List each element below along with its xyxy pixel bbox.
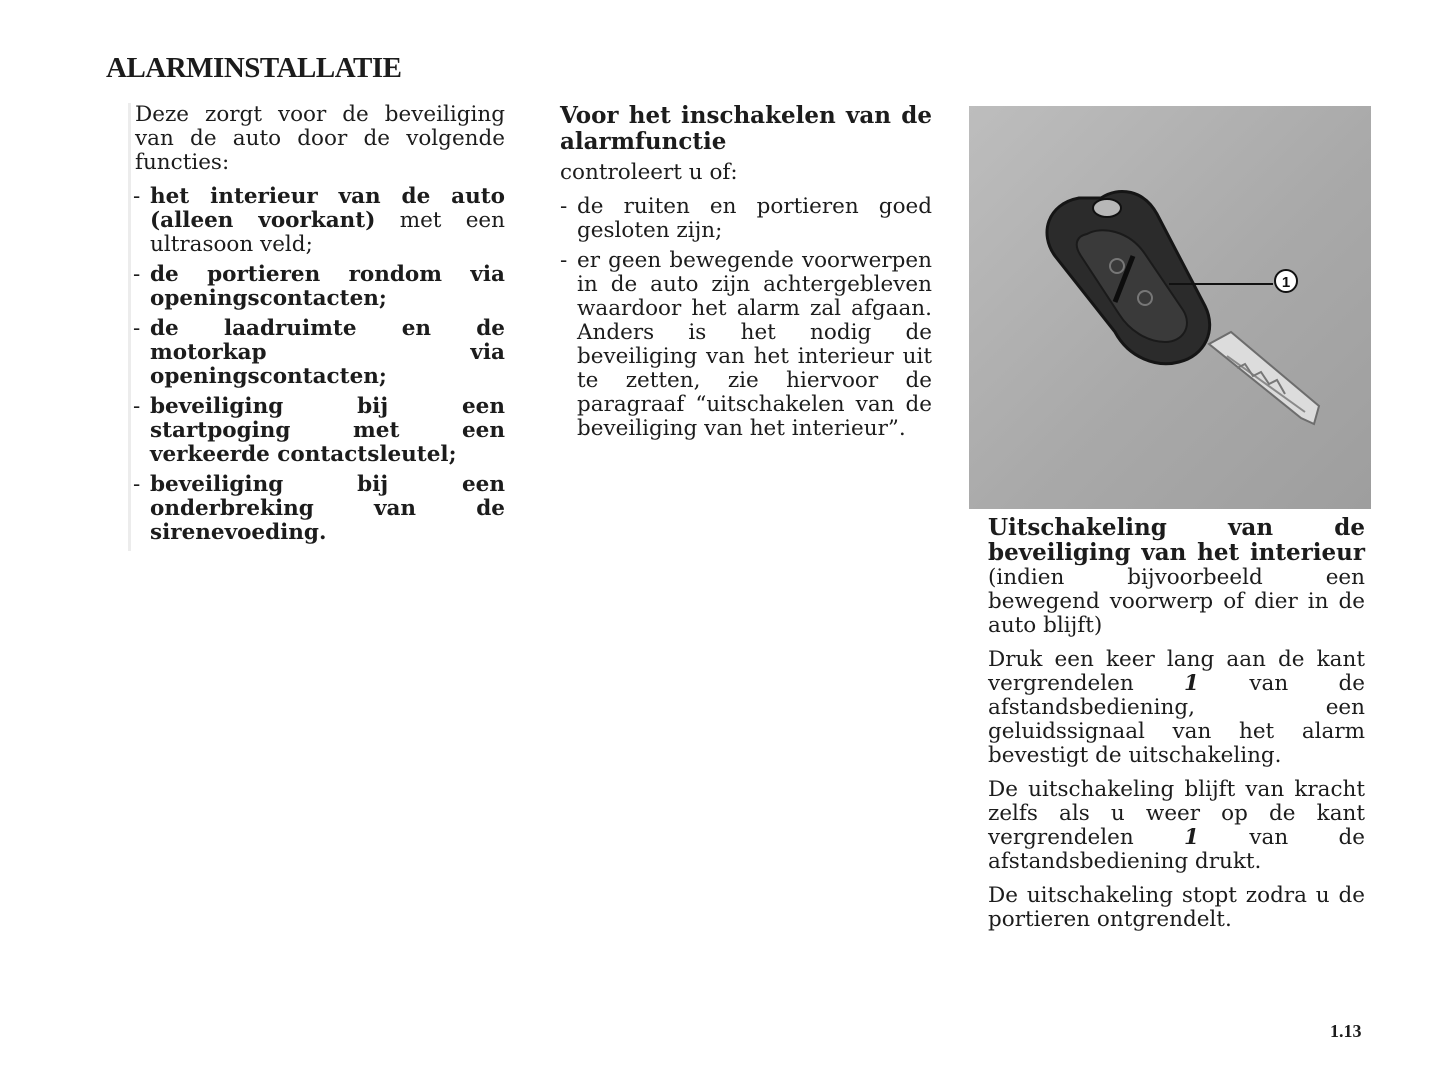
remote-key-photo: [969, 106, 1371, 509]
paragraph: De uitschakeling stopt zodra u de portieren ontgrendelt.: [988, 883, 1365, 932]
list-item: - er geen bewegende voorwerpen in de auto zijn achtergebleven waardoor het alarm zal afgaan. Anders is het nodig de beveiliging van het interieur uit te zetten, zie hiervoor de paragraaf “uitschakelen van de beveiliging van het interieur”.: [560, 248, 932, 441]
list-item: - beveiliging bij een startpoging met een verkeerde contactsleutel;: [133, 394, 505, 467]
column-deactivation: [988, 516, 1365, 942]
intro-text: Deze zorgt voor de beveiliging van de auto door de volgende functies:: [135, 102, 505, 175]
intro-text: controleert u of:: [560, 160, 738, 185]
list-item: - beveiliging bij een onderbreking van de sirenevoeding.: [133, 472, 505, 545]
list-item: - de ruiten en portieren goed gesloten zijn;: [560, 194, 932, 243]
page-number: 1.13: [1330, 1021, 1362, 1041]
column-activation: [560, 103, 932, 447]
callout-number: 1: [1281, 274, 1291, 291]
paragraph: De uitschakeling blijft van kracht zelfs als u weer op de kant vergrendelen 1 van de afstandsbediening drukt.: [988, 777, 1366, 874]
remote-fob: [1047, 191, 1210, 363]
remote-key-illustration: [969, 106, 1371, 509]
list-item: - de laadruimte en de motorkap via openingscontacten;: [133, 316, 505, 389]
column-alarm-functions: [128, 103, 505, 551]
check-list: [560, 195, 932, 441]
list-item: - het interieur van de auto (alleen voorkant) met een ultrasoon veld;: [133, 184, 505, 257]
key-blade: [1209, 332, 1319, 424]
function-list: [133, 185, 505, 545]
paragraph: Druk een keer lang aan de kant vergrendelen 1 van de afstandsbediening, een geluidssignaal van het alarm bevestigt de uitschakeling.: [988, 647, 1366, 768]
section-heading: Voor het inschakelen van de alarmfunctie: [560, 102, 932, 155]
list-item: - de portieren rondom via openingscontacten;: [133, 262, 505, 311]
section-heading: Uitschakeling van de beveiliging van het interieur (indien bijvoorbeeld een bewegend voorwerp of dier in de auto blijft): [988, 514, 1365, 638]
page-title: ALARMINSTALLATIE: [106, 52, 402, 84]
